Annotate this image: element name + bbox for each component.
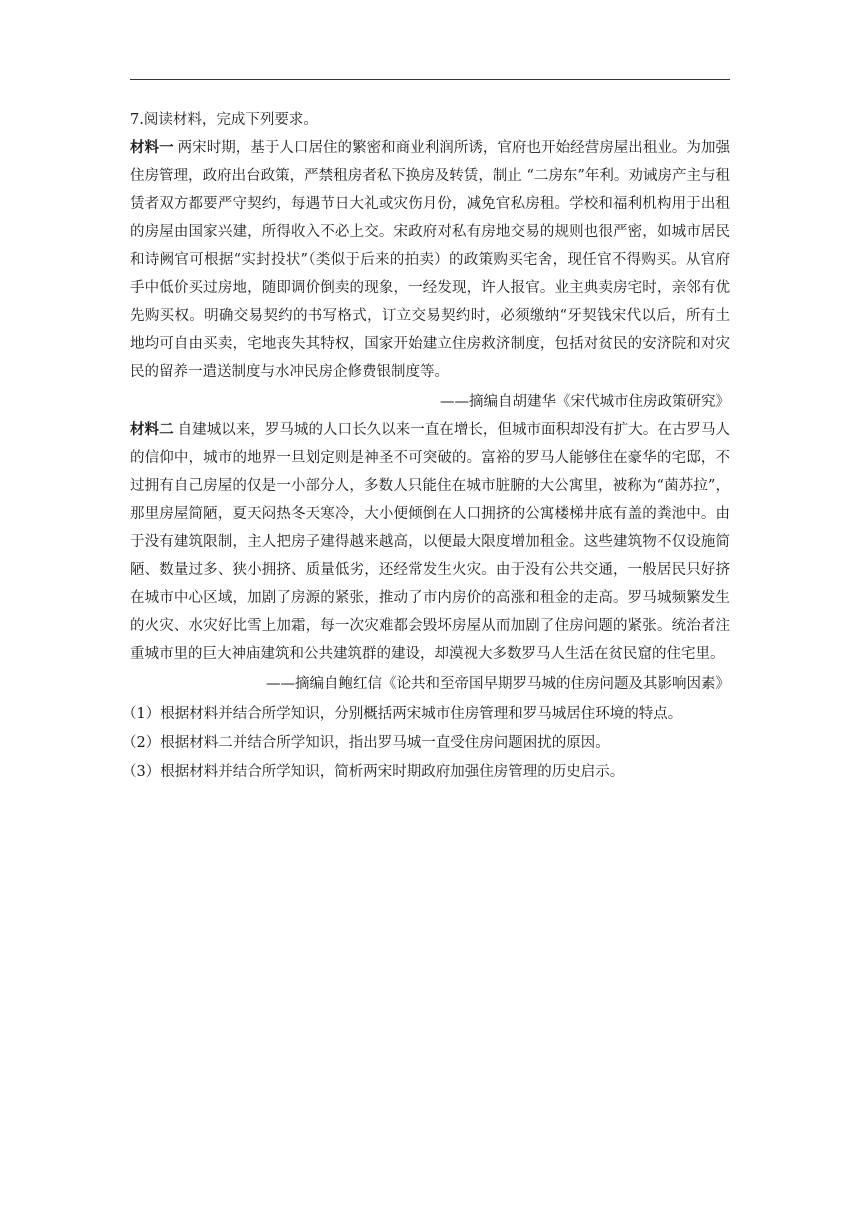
material-2-text: 自建城以来，罗马城的人口长久以来一直在增长，但城市面积却没有扩大。在古罗马人的信仰中，城市的地界一旦划定则是神圣不可突破的。富裕的罗马人能够住在豪华的宅邸，不过拥有自己房屋的仅是一小部分人，多数人只能住在城市脏腑的大公寓里，被称为“菌苏拉”，那里房屋简陋，夏天闷热冬天寒冷，大小便倾倒在人口拥挤的公寓楼梯井底有盖的粪池中。由于没有建筑限制，主人把房子建得越来越高，以便最大限度增加租金。这些建筑物不仅设施简陋、数量过多、狭小拥挤、质量低劣，还经常发生火灾。由于没有公共交通，一般居民只好挤在城市中心区域，加剧了房源的紧张，推动了市内房价的高涨和租金的走高。罗马城频繁发生的火灾、水灾好比雪上加霜，每一次灾难都会毁坏房屋从而加剧了住房问题的紧张。统治者注重城市里的巨大神庙建筑和公共建筑群的建设，却漠视大多数罗马人生活在贫民窟的住宅里。	[130, 422, 731, 662]
material-2	[130, 416, 730, 668]
material-1-source: ——摘编自胡建华《宋代城市住房政策研究》	[440, 394, 730, 410]
task-item-3: （3）根据材料并结合所学知识，简析两宋时期政府加强住房管理的历史启示。	[122, 764, 625, 780]
task-item-1: （1）根据材料并结合所学知识，分别概括两宋城市住房管理和罗马城居住环境的特点。	[122, 706, 683, 722]
material-2-label: 材料二	[130, 422, 174, 438]
question-title: 7.阅读材料，完成下列要求。	[130, 112, 318, 128]
material-1-label: 材料一	[130, 140, 174, 156]
material-1-text: 两宋时期，基于人口居住的繁密和商业利润所诱，官府也开始经营房屋出租业。为加强住房管理，政府出台政策，严禁租房者私下换房及转赁，制止 “二房东”年利。劝诫房产主与租赁者双方都要严守契约，每遇节日大礼或灾伤月份，减免官私房租。学校和福利机构用于出租的房屋由国家兴建，所得收入不必上交。宋政府对私有房地交易的规则也很严密，如城市居民和诗阙官可根据“实封投状”（类似于后来的拍卖）的政策购买宅舍，现任官不得购买。从官府手中低价买过房地，随即调价倒卖的现象，一经发现，许人报官。业主典卖房宅时，亲邻有优先购买权。明确交易契约的书写格式，订立交易契约时，必须缴纳“牙契钱宋代以后，所有土地均可自由买卖，宅地丧失其特权，国家开始建立住房救济制度，包括对贫民的安济院和对灾民的留养一遣送制度与水冲民房企修费银制度等。	[130, 140, 731, 380]
task-item-2: （2）根据材料二并结合所学知识，指出罗马城一直受住房问题困扰的原因。	[122, 735, 610, 751]
task-list	[122, 700, 730, 787]
material-2-source: ——摘编自鲍红信《论共和至帝国早期罗马城的住房问题及其影响因素》	[266, 676, 730, 692]
header-divider	[130, 79, 730, 80]
material-1	[130, 134, 730, 386]
question-block	[122, 106, 731, 787]
